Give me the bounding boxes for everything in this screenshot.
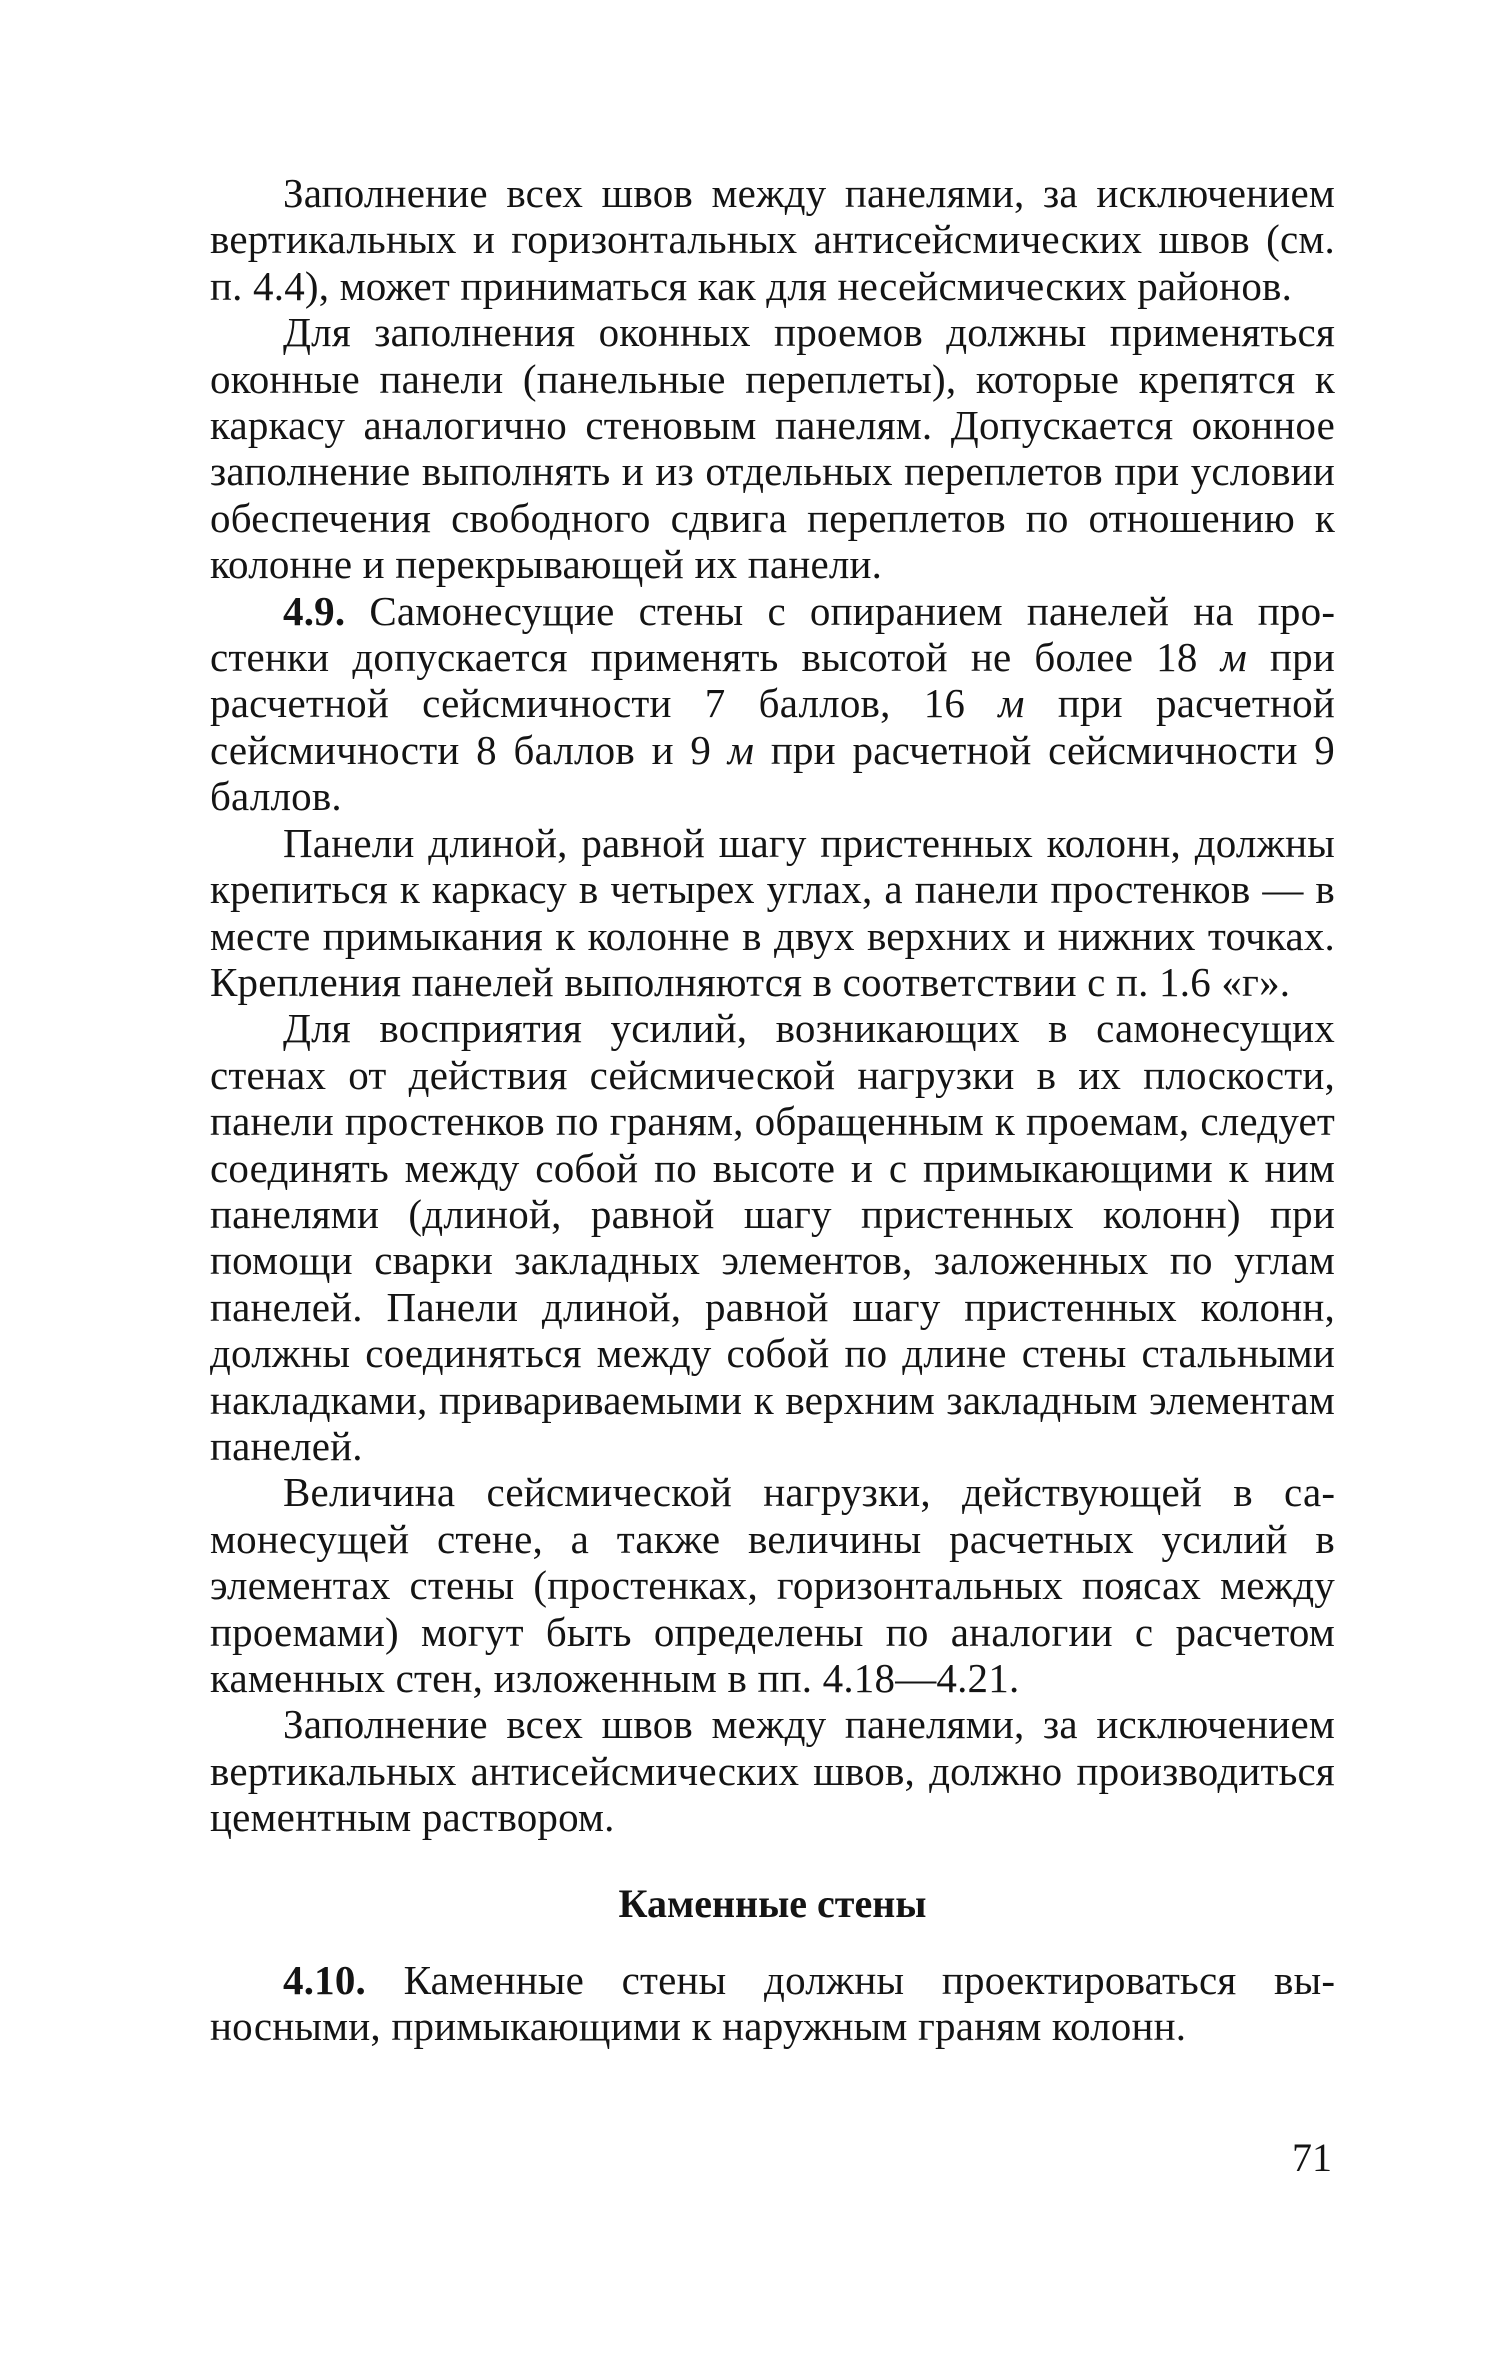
clause-text-part: при расчетной сейсмичности 8 баллов и 9 <box>210 680 1335 773</box>
clause-number-4-10: 4.10. <box>283 1956 366 2003</box>
section-heading: Каменные стены <box>618 1880 927 1926</box>
unit-metre: м <box>727 726 755 773</box>
paragraph-window-openings: Для заполнения оконных проемов должны применяться оконные панели (панельные переплеты), которые крепятся к каркасу аналогично стеновым панелям. Допускается оконное заполнение выполнять и из отдельных переплетов при условии обеспечения свободного сдвига переплетов по отношению к колонне и перекрывающей их панели. <box>210 309 1335 588</box>
paragraph-seismic-load: Величина сейсмической нагрузки, действующей в самонесущей стене, а также величины расчетных усилий в элементах стены (простенках, горизонтальных поясах между проемами) могут быть определены по аналогии с расчетом каменных стен, изложенным в пп. 4.18—4.21. <box>210 1469 1335 1701</box>
clause-text-part: при расчетной сейсмичности 9 баллов. <box>210 726 1335 820</box>
clause-text-part: Самонесущие стены с опиранием панелей на простенки допускается применять высотой не более 18 <box>210 587 1335 681</box>
unit-metre: м <box>1220 634 1247 681</box>
paragraph-4-10 <box>210 1957 1335 2050</box>
clause-text: Каменные стены должны проектироваться выносными, примыкающими к наружным граням колонн. <box>210 1956 1335 2050</box>
text-block <box>210 170 1335 2049</box>
paragraph-seismic-forces: Для восприятия усилий, возникающих в самонесущих стенах от действия сейсмической нагрузки в их плоскости, панели простенков по граням, обращенным к проемам, следует соединять между собой по высоте и с примыкающими к ним панелями (длиной, равной шагу пристенных колонн) при помощи сварки закладных элементов, заложенных по углам панелей. Панели длиной, равной шагу пристенных колонн, должны соединяться между собой по длине стены стальными накладками, привариваемыми к верхним закладным элементам панелей. <box>210 1005 1335 1469</box>
paragraph-panel-fastening: Панели длиной, равной шагу пристенных колонн, должны крепиться к каркасу в четырех углах, а панели простенков — в месте примыкания к колонне в двух верхних и нижних точках. Крепления панелей выполняются в соответствии с п. 1.6 «г». <box>210 819 1335 1005</box>
paragraph-4-9 <box>210 588 1335 820</box>
page-number: 71 <box>1292 2135 1332 2180</box>
paragraph-joint-filling: Заполнение всех швов между панелями, за исключением вертикальных и горизонтальных антисейсмических швов (см. п. 4.4), может приниматься как для несейсмических районов. <box>210 170 1335 309</box>
paragraph-cement-mortar: Заполнение всех швов между панелями, за исключением вертикальных антисейсмических швов, должно производиться цементным раствором. <box>210 1701 1335 1841</box>
clause-text-part: при расчетной сейсмичности 7 баллов, 16 <box>210 634 1335 727</box>
clause-number-4-9: 4.9. <box>283 587 346 634</box>
unit-metre: м <box>998 680 1025 727</box>
